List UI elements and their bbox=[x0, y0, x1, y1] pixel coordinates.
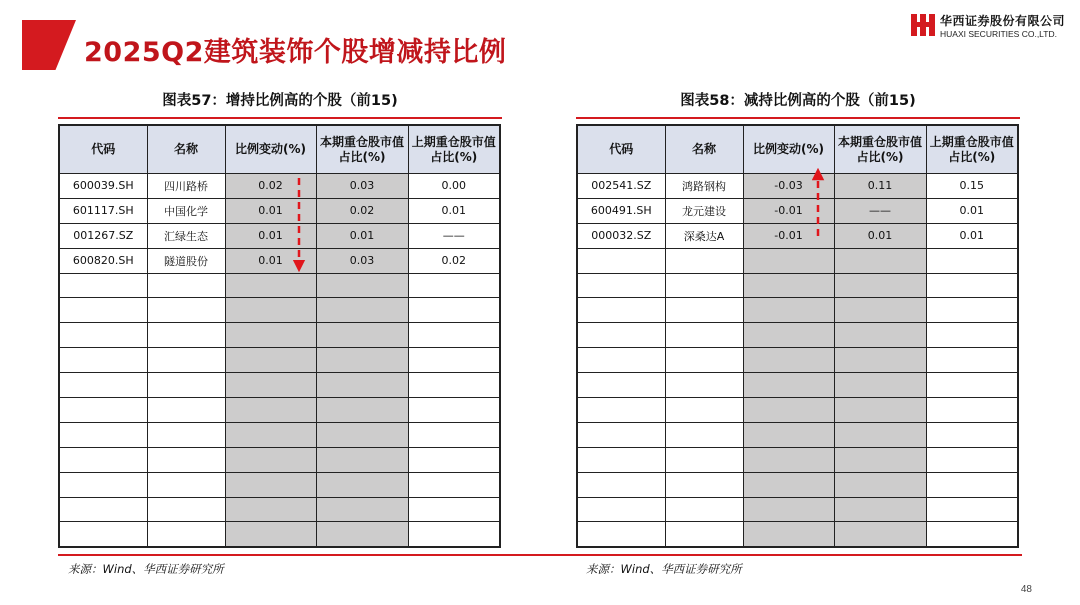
cell-change bbox=[743, 522, 834, 547]
cell-current-share bbox=[834, 248, 926, 273]
cell-current-share bbox=[834, 298, 926, 323]
table-row bbox=[577, 422, 1018, 447]
table-row bbox=[59, 323, 500, 348]
cell-previous-share: 0.15 bbox=[926, 174, 1018, 199]
cell-name bbox=[665, 298, 743, 323]
cell-change bbox=[743, 422, 834, 447]
cell-change: 0.01 bbox=[225, 248, 316, 273]
cell-previous-share bbox=[926, 273, 1018, 298]
cell-previous-share: 0.01 bbox=[926, 223, 1018, 248]
cell-current-share bbox=[316, 398, 408, 423]
table-row bbox=[577, 497, 1018, 522]
table-row bbox=[59, 174, 500, 199]
cell-name bbox=[665, 472, 743, 497]
table-row bbox=[577, 522, 1018, 547]
cell-code bbox=[59, 522, 147, 547]
table-row bbox=[577, 348, 1018, 373]
cell-change bbox=[225, 373, 316, 398]
cell-previous-share bbox=[408, 373, 500, 398]
cell-current-share bbox=[834, 348, 926, 373]
left-table-caption: 图表57：增持比例高的个股（前15) bbox=[162, 93, 398, 109]
cell-name bbox=[147, 348, 225, 373]
cell-previous-share: 0.01 bbox=[926, 198, 1018, 223]
cell-previous-share bbox=[926, 522, 1018, 547]
cell-change: 0.02 bbox=[225, 174, 316, 199]
cell-current-share: 0.02 bbox=[316, 198, 408, 223]
right-table-caption: 图表58：减持比例高的个股（前15) bbox=[680, 93, 916, 109]
cell-current-share: 0.01 bbox=[316, 223, 408, 248]
cell-previous-share bbox=[926, 398, 1018, 423]
cell-previous-share bbox=[926, 447, 1018, 472]
title-accent-bar bbox=[22, 20, 76, 70]
cell-change bbox=[225, 497, 316, 522]
cell-name: 深桑达A bbox=[665, 223, 743, 248]
cell-change bbox=[225, 472, 316, 497]
cell-current-share bbox=[316, 273, 408, 298]
cell-change: -0.01 bbox=[743, 223, 834, 248]
table-row bbox=[59, 298, 500, 323]
cell-name: 中国化学 bbox=[147, 198, 225, 223]
cell-current-share bbox=[316, 522, 408, 547]
page-number: 48 bbox=[1020, 584, 1032, 595]
table-row bbox=[59, 198, 500, 223]
cell-name bbox=[665, 422, 743, 447]
right-caption-divider bbox=[576, 117, 1020, 119]
col-header-change: 比例变动(%) bbox=[743, 125, 834, 174]
cell-previous-share bbox=[408, 398, 500, 423]
cell-change: -0.01 bbox=[743, 198, 834, 223]
col-header-previous-share: 上期重仓股市值占比(%) bbox=[926, 125, 1018, 174]
cell-previous-share bbox=[926, 497, 1018, 522]
cell-current-share bbox=[834, 447, 926, 472]
cell-current-share bbox=[834, 323, 926, 348]
cell-change: 0.01 bbox=[225, 198, 316, 223]
col-header-name: 名称 bbox=[665, 125, 743, 174]
left-source-note: 来源：Wind、华西证券研究所 bbox=[68, 562, 224, 577]
cell-change bbox=[225, 273, 316, 298]
cell-previous-share: —— bbox=[408, 223, 500, 248]
table-row bbox=[59, 422, 500, 447]
table-row bbox=[577, 198, 1018, 223]
cell-code bbox=[59, 447, 147, 472]
table-row bbox=[577, 174, 1018, 199]
cell-name bbox=[147, 522, 225, 547]
cell-current-share bbox=[834, 398, 926, 423]
cell-code bbox=[59, 422, 147, 447]
cell-previous-share bbox=[926, 323, 1018, 348]
cell-code bbox=[577, 497, 665, 522]
cell-name: 四川路桥 bbox=[147, 174, 225, 199]
cell-change bbox=[743, 348, 834, 373]
col-header-current-share: 本期重仓股市值占比(%) bbox=[834, 125, 926, 174]
cell-code bbox=[59, 497, 147, 522]
table-row bbox=[59, 223, 500, 248]
table-row bbox=[59, 472, 500, 497]
cell-code bbox=[577, 273, 665, 298]
cell-change bbox=[743, 323, 834, 348]
page-title: 2025Q2建筑装饰个股增减持比例 bbox=[84, 37, 507, 68]
cell-current-share bbox=[834, 497, 926, 522]
decrease-holdings-table bbox=[576, 124, 1019, 548]
table-row bbox=[59, 348, 500, 373]
cell-previous-share bbox=[408, 298, 500, 323]
right-source-note: 来源：Wind、华西证券研究所 bbox=[586, 562, 742, 577]
cell-current-share bbox=[834, 472, 926, 497]
cell-change bbox=[225, 348, 316, 373]
table-row bbox=[59, 447, 500, 472]
left-caption-divider bbox=[58, 117, 502, 119]
cell-code: 601117.SH bbox=[59, 198, 147, 223]
cell-change bbox=[225, 447, 316, 472]
cell-name bbox=[147, 298, 225, 323]
cell-previous-share bbox=[408, 497, 500, 522]
cell-change bbox=[225, 323, 316, 348]
table-row bbox=[59, 522, 500, 547]
table-header-row bbox=[577, 125, 1018, 174]
table-row bbox=[577, 398, 1018, 423]
cell-previous-share bbox=[926, 472, 1018, 497]
cell-change bbox=[743, 472, 834, 497]
cell-code bbox=[577, 323, 665, 348]
cell-code: 001267.SZ bbox=[59, 223, 147, 248]
cell-code bbox=[59, 472, 147, 497]
cell-code bbox=[577, 348, 665, 373]
cell-change bbox=[743, 373, 834, 398]
logo-company-name-en: HUAXI SECURITIES CO.,LTD. bbox=[940, 29, 1057, 39]
table-row bbox=[59, 273, 500, 298]
cell-previous-share bbox=[408, 323, 500, 348]
cell-code: 600039.SH bbox=[59, 174, 147, 199]
cell-code bbox=[59, 323, 147, 348]
cell-code bbox=[59, 373, 147, 398]
logo-company-name-cn: 华西证券股份有限公司 bbox=[940, 14, 1066, 28]
cell-previous-share bbox=[408, 472, 500, 497]
cell-current-share bbox=[316, 373, 408, 398]
cell-previous-share bbox=[408, 273, 500, 298]
cell-current-share: 0.11 bbox=[834, 174, 926, 199]
increase-holdings-table bbox=[58, 124, 501, 548]
cell-change bbox=[743, 398, 834, 423]
cell-code bbox=[577, 447, 665, 472]
table-row bbox=[577, 273, 1018, 298]
table-header-row bbox=[59, 125, 500, 174]
cell-change bbox=[743, 447, 834, 472]
table-row bbox=[577, 472, 1018, 497]
table-row bbox=[59, 373, 500, 398]
cell-change: -0.03 bbox=[743, 174, 834, 199]
cell-previous-share bbox=[926, 373, 1018, 398]
cell-change bbox=[743, 248, 834, 273]
cell-change bbox=[225, 398, 316, 423]
cell-change bbox=[225, 422, 316, 447]
cell-current-share bbox=[834, 422, 926, 447]
cell-current-share bbox=[834, 273, 926, 298]
cell-code bbox=[577, 472, 665, 497]
cell-code bbox=[577, 298, 665, 323]
cell-previous-share bbox=[408, 422, 500, 447]
cell-name bbox=[665, 248, 743, 273]
cell-name bbox=[147, 472, 225, 497]
cell-name bbox=[665, 373, 743, 398]
cell-code: 600820.SH bbox=[59, 248, 147, 273]
cell-previous-share: 0.01 bbox=[408, 198, 500, 223]
cell-previous-share bbox=[408, 447, 500, 472]
cell-current-share bbox=[316, 298, 408, 323]
cell-code bbox=[577, 422, 665, 447]
cell-previous-share: 0.00 bbox=[408, 174, 500, 199]
cell-previous-share bbox=[408, 522, 500, 547]
huaxi-logo-icon bbox=[910, 12, 936, 38]
table-row bbox=[59, 398, 500, 423]
cell-change bbox=[743, 298, 834, 323]
cell-name bbox=[147, 447, 225, 472]
cell-code: 600491.SH bbox=[577, 198, 665, 223]
cell-name: 龙元建设 bbox=[665, 198, 743, 223]
cell-code: 002541.SZ bbox=[577, 174, 665, 199]
cell-name bbox=[147, 373, 225, 398]
company-logo bbox=[910, 12, 1070, 44]
cell-current-share bbox=[316, 447, 408, 472]
decrease-holdings-section bbox=[576, 90, 1020, 577]
cell-current-share bbox=[316, 348, 408, 373]
cell-name bbox=[665, 323, 743, 348]
cell-previous-share bbox=[926, 298, 1018, 323]
col-header-change: 比例变动(%) bbox=[225, 125, 316, 174]
col-header-code: 代码 bbox=[577, 125, 665, 174]
cell-previous-share bbox=[926, 348, 1018, 373]
cell-name: 汇绿生态 bbox=[147, 223, 225, 248]
col-header-name: 名称 bbox=[147, 125, 225, 174]
cell-name bbox=[665, 522, 743, 547]
cell-current-share bbox=[316, 497, 408, 522]
cell-code bbox=[59, 273, 147, 298]
cell-current-share bbox=[316, 422, 408, 447]
cell-previous-share: 0.02 bbox=[408, 248, 500, 273]
cell-name bbox=[665, 348, 743, 373]
cell-code bbox=[577, 522, 665, 547]
cell-current-share bbox=[316, 472, 408, 497]
cell-code bbox=[577, 373, 665, 398]
cell-current-share bbox=[834, 373, 926, 398]
cell-change bbox=[225, 522, 316, 547]
cell-name bbox=[147, 398, 225, 423]
table-row bbox=[577, 223, 1018, 248]
cell-code bbox=[577, 248, 665, 273]
cell-code bbox=[59, 348, 147, 373]
col-header-code: 代码 bbox=[59, 125, 147, 174]
cell-name: 鸿路钢构 bbox=[665, 174, 743, 199]
cell-code: 000032.SZ bbox=[577, 223, 665, 248]
cell-change bbox=[743, 273, 834, 298]
table-row bbox=[577, 447, 1018, 472]
table-row bbox=[577, 323, 1018, 348]
cell-current-share: 0.03 bbox=[316, 248, 408, 273]
cell-code bbox=[59, 398, 147, 423]
cell-current-share bbox=[834, 522, 926, 547]
cell-previous-share bbox=[926, 422, 1018, 447]
cell-name: 隧道股份 bbox=[147, 248, 225, 273]
cell-name bbox=[147, 273, 225, 298]
table-row bbox=[59, 497, 500, 522]
cell-current-share: 0.03 bbox=[316, 174, 408, 199]
cell-code bbox=[577, 398, 665, 423]
cell-name bbox=[147, 497, 225, 522]
cell-name bbox=[665, 447, 743, 472]
cell-current-share bbox=[316, 323, 408, 348]
cell-current-share: —— bbox=[834, 198, 926, 223]
table-row bbox=[577, 373, 1018, 398]
cell-name bbox=[147, 323, 225, 348]
cell-change bbox=[743, 497, 834, 522]
table-row bbox=[59, 248, 500, 273]
col-header-previous-share: 上期重仓股市值占比(%) bbox=[408, 125, 500, 174]
cell-name bbox=[665, 398, 743, 423]
cell-name bbox=[665, 273, 743, 298]
cell-current-share: 0.01 bbox=[834, 223, 926, 248]
cell-change: 0.01 bbox=[225, 223, 316, 248]
cell-change bbox=[225, 298, 316, 323]
cell-previous-share bbox=[926, 248, 1018, 273]
table-row bbox=[577, 298, 1018, 323]
cell-code bbox=[59, 298, 147, 323]
table-row bbox=[577, 248, 1018, 273]
cell-previous-share bbox=[408, 348, 500, 373]
cell-name bbox=[147, 422, 225, 447]
col-header-current-share: 本期重仓股市值占比(%) bbox=[316, 125, 408, 174]
cell-name bbox=[665, 497, 743, 522]
